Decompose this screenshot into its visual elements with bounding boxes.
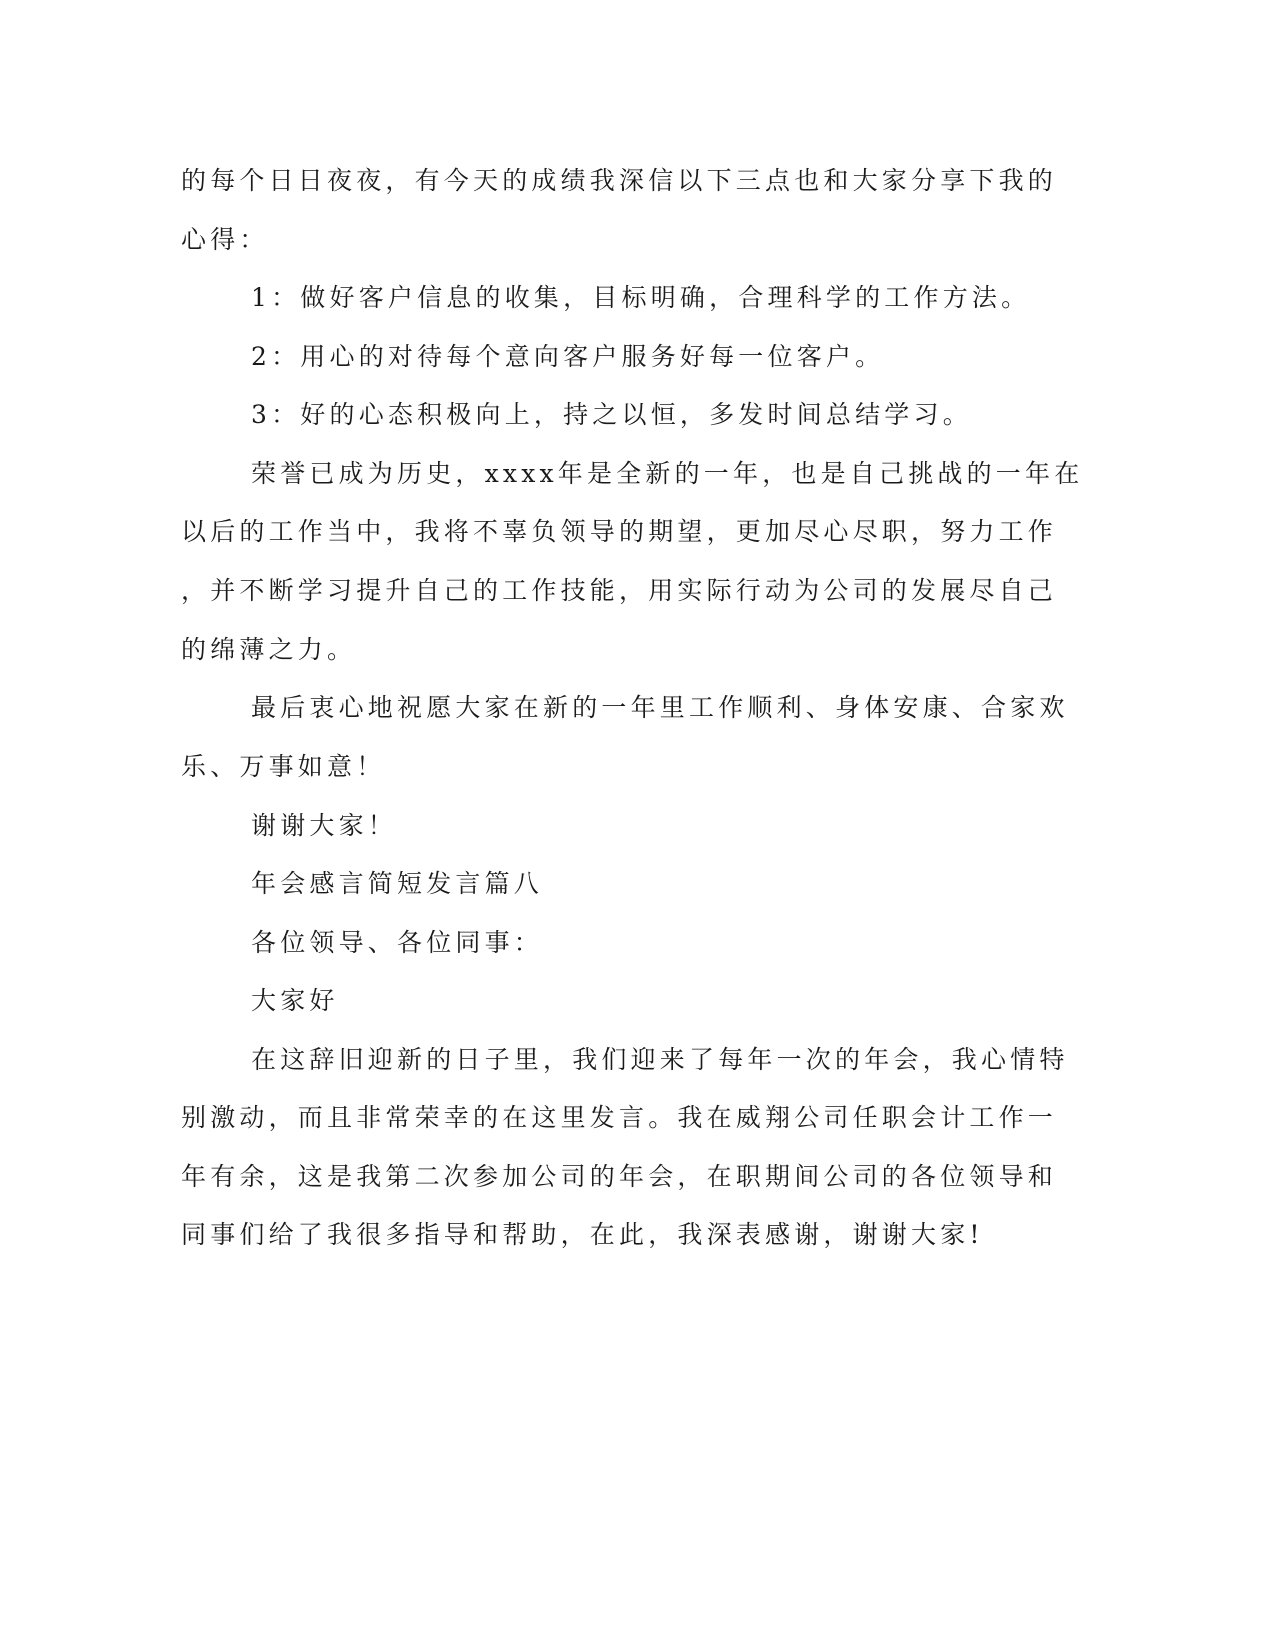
list-item: 1：做好客户信息的收集，目标明确，合理科学的工作方法。 <box>251 283 1031 312</box>
paragraph-line: 的绵薄之力。 <box>181 635 357 664</box>
paragraph-line: 最后衷心地祝愿大家在新的一年里工作顺利、身体安康、合家欢 <box>251 693 1069 722</box>
paragraph-line: 谢谢大家！ <box>251 811 398 840</box>
paragraph-line: ，并不断学习提升自己的工作技能，用实际行动为公司的发展尽自己 <box>181 576 1058 605</box>
paragraph-line: 心得： <box>181 225 269 254</box>
paragraph-line: 年有余，这是我第二次参加公司的年会，在职期间公司的各位领导和 <box>181 1162 1058 1191</box>
paragraph-line: 在这辞旧迎新的日子里，我们迎来了每年一次的年会，我心情特 <box>251 1045 1069 1074</box>
list-item: 3：好的心态积极向上，持之以恒，多发时间总结学习。 <box>251 400 972 429</box>
paragraph-line: 的每个日日夜夜，有今天的成绩我深信以下三点也和大家分享下我的 <box>181 166 1058 195</box>
paragraph-line: 以后的工作当中，我将不辜负领导的期望，更加尽心尽职，努力工作 <box>181 517 1058 546</box>
section-heading: 年会感言简短发言篇八 <box>251 869 544 898</box>
list-item: 2：用心的对待每个意向客户服务好每一位客户。 <box>251 342 885 371</box>
salutation: 各位领导、各位同事： <box>251 928 544 957</box>
paragraph-line: 乐、万事如意！ <box>181 752 386 781</box>
greeting: 大家好 <box>251 986 339 1015</box>
paragraph-line: 荣誉已成为历史，xxxx年是全新的一年，也是自己挑战的一年在 <box>251 459 1084 488</box>
paragraph-line: 同事们给了我很多指导和帮助，在此，我深表感谢，谢谢大家! <box>181 1220 984 1249</box>
paragraph-line: 别激动，而且非常荣幸的在这里发言。我在威翔公司任职会计工作一 <box>181 1103 1058 1132</box>
